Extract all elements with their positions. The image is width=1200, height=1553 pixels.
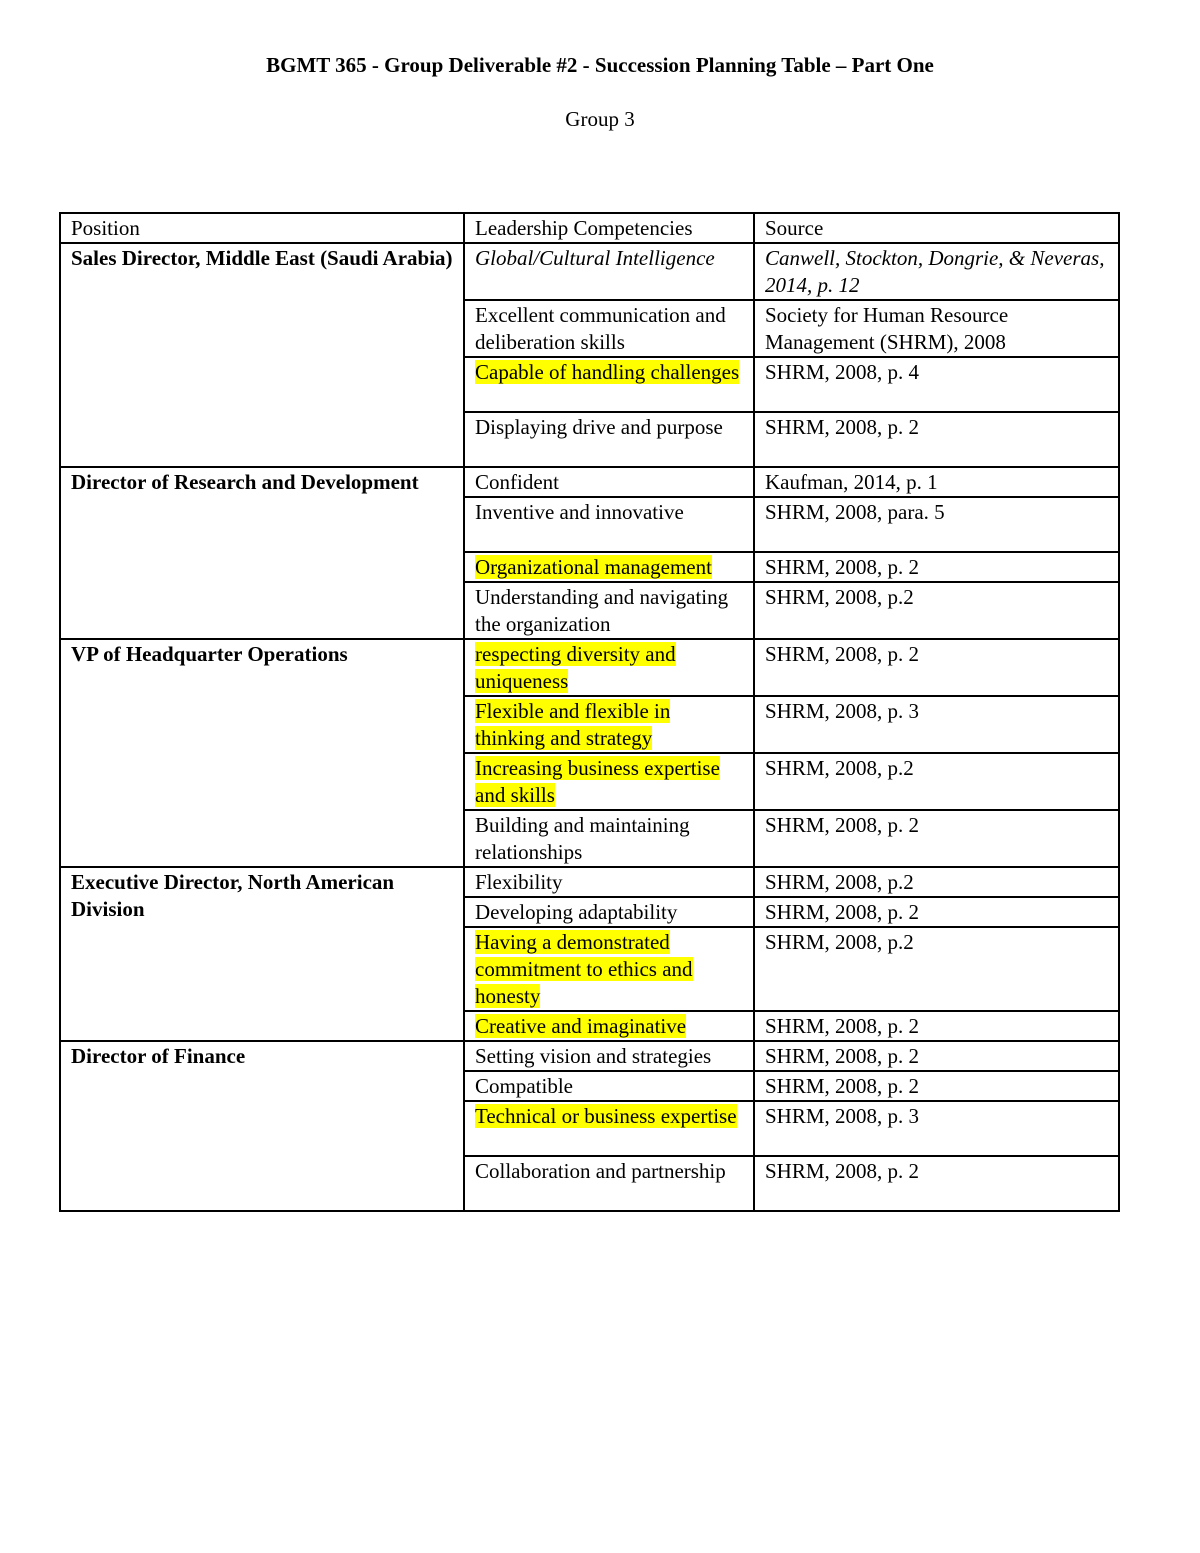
table-row: [60, 243, 1119, 300]
highlighted-competency-text: Technical or business expertise: [475, 1104, 737, 1128]
competency-cell: [464, 1041, 754, 1071]
group-label: Group 3: [565, 107, 635, 131]
source-cell: SHRM, 2008, p.2: [754, 753, 1119, 810]
highlighted-competency-text: Organizational management: [475, 555, 712, 579]
source-cell: SHRM, 2008, para. 5: [754, 497, 1119, 552]
competency-cell: [464, 412, 754, 467]
succession-planning-table: [59, 212, 1120, 1212]
competency-cell: [464, 867, 754, 897]
highlighted-competency-text: Creative and imaginative: [475, 1014, 687, 1038]
competency-text: Understanding and navigating the organization: [475, 585, 729, 636]
competency-cell: [464, 1011, 754, 1041]
position-cell: VP of Headquarter Operations: [60, 639, 464, 867]
competency-text: Collaboration and partnership: [475, 1159, 726, 1183]
header-leadership-competencies: Leadership Competencies: [464, 213, 754, 243]
source-cell: Society for Human Resource Management (SHRM), 2008: [754, 300, 1119, 357]
source-cell: SHRM, 2008, p.2: [754, 867, 1119, 897]
competency-cell: [464, 639, 754, 696]
competency-cell: [464, 897, 754, 927]
table-row: [60, 467, 1119, 497]
competency-text: Excellent communication and deliberation skills: [475, 303, 726, 354]
competency-text: Inventive and innovative: [475, 500, 684, 524]
source-cell: SHRM, 2008, p. 2: [754, 1071, 1119, 1101]
position-cell: Director of Research and Development: [60, 467, 464, 639]
competency-cell: [464, 927, 754, 1011]
competency-text: Confident: [475, 470, 559, 494]
source-cell: SHRM, 2008, p.2: [754, 582, 1119, 639]
competency-cell: [464, 1101, 754, 1156]
header-source: Source: [754, 213, 1119, 243]
competency-cell: [464, 1071, 754, 1101]
competency-cell: [464, 243, 754, 300]
highlighted-competency-text: Flexible and flexible in thinking and strategy: [475, 699, 671, 750]
table-header-row: [60, 213, 1119, 243]
competency-cell: [464, 582, 754, 639]
source-cell: SHRM, 2008, p. 2: [754, 897, 1119, 927]
source-cell: SHRM, 2008, p. 2: [754, 639, 1119, 696]
position-cell: Sales Director, Middle East (Saudi Arabia): [60, 243, 464, 467]
competency-text: Flexibility: [475, 870, 563, 894]
document-title: BGMT 365 - Group Deliverable #2 - Succession Planning Table – Part One: [266, 53, 934, 77]
position-cell: Executive Director, North American Division: [60, 867, 464, 1041]
header-position: Position: [60, 213, 464, 243]
source-cell: SHRM, 2008, p. 3: [754, 1101, 1119, 1156]
competency-cell: [464, 357, 754, 412]
competency-text: Compatible: [475, 1074, 573, 1098]
competency-cell: [464, 497, 754, 552]
source-cell: Canwell, Stockton, Dongrie, & Neveras, 2014, p. 12: [754, 243, 1119, 300]
table-body: [60, 213, 1119, 1211]
competency-text: Setting vision and strategies: [475, 1044, 712, 1068]
highlighted-competency-text: respecting diversity and uniqueness: [475, 642, 676, 693]
highlighted-competency-text: Having a demonstrated commitment to ethics and honesty: [475, 930, 693, 1008]
source-cell: Kaufman, 2014, p. 1: [754, 467, 1119, 497]
source-cell: SHRM, 2008, p.2: [754, 927, 1119, 1011]
table-row: [60, 639, 1119, 696]
competency-cell: [464, 1156, 754, 1211]
competency-text: Building and maintaining relationships: [475, 813, 690, 864]
competency-cell: [464, 552, 754, 582]
source-cell: SHRM, 2008, p. 2: [754, 1011, 1119, 1041]
table-row: [60, 867, 1119, 897]
source-cell: SHRM, 2008, p. 2: [754, 1041, 1119, 1071]
source-cell: SHRM, 2008, p. 2: [754, 1156, 1119, 1211]
competency-text: Global/Cultural Intelligence: [475, 246, 715, 270]
table-row: [60, 1041, 1119, 1071]
source-cell: SHRM, 2008, p. 2: [754, 412, 1119, 467]
source-cell: SHRM, 2008, p. 3: [754, 696, 1119, 753]
source-cell: SHRM, 2008, p. 4: [754, 357, 1119, 412]
source-cell: SHRM, 2008, p. 2: [754, 552, 1119, 582]
highlighted-competency-text: Capable of handling challenges: [475, 360, 740, 384]
competency-text: Developing adaptability: [475, 900, 678, 924]
source-cell: SHRM, 2008, p. 2: [754, 810, 1119, 867]
competency-cell: [464, 753, 754, 810]
competency-cell: [464, 467, 754, 497]
competency-cell: [464, 300, 754, 357]
competency-cell: [464, 810, 754, 867]
position-cell: Director of Finance: [60, 1041, 464, 1211]
highlighted-competency-text: Increasing business expertise and skills: [475, 756, 720, 807]
competency-text: Displaying drive and purpose: [475, 415, 723, 439]
competency-cell: [464, 696, 754, 753]
